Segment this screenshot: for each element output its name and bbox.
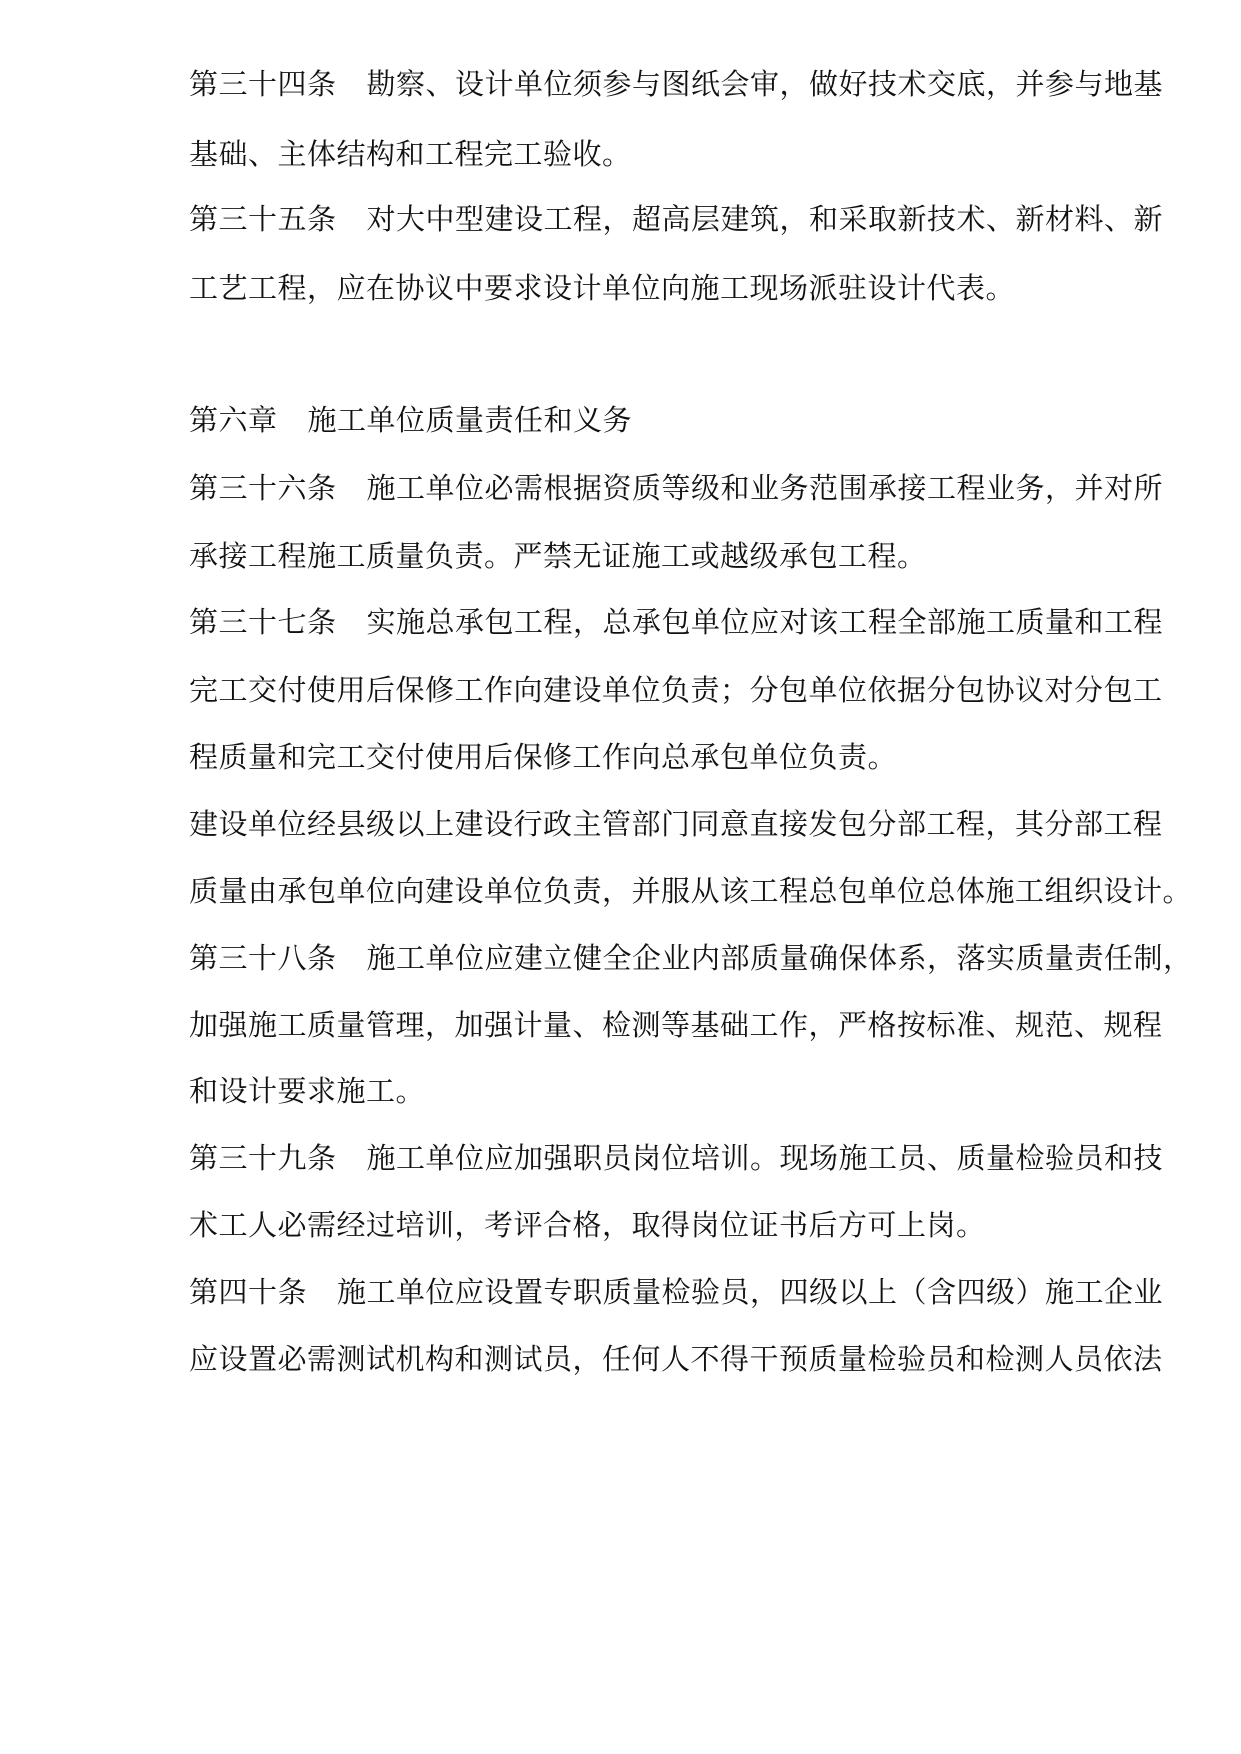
article-text: 完工交付使用后保修工作向建设单位负责；分包单位依据分包协议对分包工 — [189, 673, 1163, 707]
article-37-line-1 — [189, 602, 1164, 642]
article-text: 施工单位应加强职员岗位培训。现场施工员、质量检验员和技 — [366, 1141, 1164, 1175]
paragraph-text: 建设单位经县级以上建设行政主管部门同意直接发包分部工程，其分部工程 — [189, 807, 1163, 841]
article-38-line-3 — [189, 1071, 1149, 1111]
article-34-line-1 — [189, 64, 1164, 104]
chapter-number: 第六章 — [189, 403, 278, 437]
article-text: 工艺工程，应在协议中要求设计单位向施工现场派驻设计代表。 — [189, 271, 1016, 305]
article-text: 施工单位必需根据资质等级和业务范围承接工程业务，并对所 — [366, 471, 1164, 505]
article-36-line-1 — [189, 468, 1164, 508]
article-text: 加强施工质量管理，加强计量、检测等基础工作，严格按标准、规范、规程 — [189, 1008, 1163, 1042]
article-heading: 第三十八条 — [189, 941, 337, 975]
article-text: 施工单位应设置专职质量检验员，四级以上（含四级）施工企业 — [337, 1275, 1164, 1309]
article-text: 承接工程施工质量负责。严禁无证施工或越级承包工程。 — [189, 539, 927, 573]
article-40-line-1 — [189, 1272, 1164, 1312]
article-heading: 第三十六条 — [189, 471, 337, 505]
article-heading: 第四十条 — [189, 1275, 308, 1309]
article-text: 程质量和完工交付使用后保修工作向总承包单位负责。 — [189, 740, 898, 774]
article-35-line-1 — [189, 199, 1164, 239]
article-text: 对大中型建设工程，超高层建筑，和采取新技术、新材料、新 — [366, 202, 1164, 236]
article-heading: 第三十九条 — [189, 1141, 337, 1175]
article-text: 实施总承包工程，总承包单位应对该工程全部施工质量和工程 — [366, 605, 1164, 639]
article-39-line-2 — [189, 1205, 1149, 1245]
article-heading: 第三十四条 — [189, 67, 337, 101]
article-40-line-2 — [189, 1339, 1163, 1379]
article-35-line-2 — [189, 268, 1149, 308]
article-text: 基础、主体结构和工程完工验收。 — [189, 137, 632, 171]
article-38-line-1 — [189, 938, 1193, 978]
article-text: 施工单位应建立健全企业内部质量确保体系，落实质量责任制， — [366, 941, 1193, 975]
article-text: 勘察、设计单位须参与图纸会审，做好技术交底，并参与地基 — [366, 67, 1164, 101]
article-heading: 第三十五条 — [189, 202, 337, 236]
chapter-6-heading — [189, 400, 1149, 440]
article-38-line-2 — [189, 1005, 1163, 1045]
article-34-line-2 — [189, 134, 1149, 174]
article-36-line-2 — [189, 536, 1149, 576]
paragraph-line-1 — [189, 804, 1163, 844]
article-text: 应设置必需测试机构和测试员，任何人不得干预质量检验员和检测人员依法 — [189, 1342, 1163, 1376]
article-37-line-3 — [189, 737, 1149, 777]
article-text: 和设计要求施工。 — [189, 1074, 426, 1108]
paragraph-text: 质量由承包单位向建设单位负责，并服从该工程总包单位总体施工组织设计。 — [189, 874, 1193, 908]
article-text: 术工人必需经过培训，考评合格，取得岗位证书后方可上岗。 — [189, 1208, 986, 1242]
article-39-line-1 — [189, 1138, 1164, 1178]
chapter-title: 施工单位质量责任和义务 — [307, 403, 633, 437]
article-37-line-2 — [189, 670, 1163, 710]
article-heading: 第三十七条 — [189, 605, 337, 639]
paragraph-line-2 — [189, 871, 1193, 911]
